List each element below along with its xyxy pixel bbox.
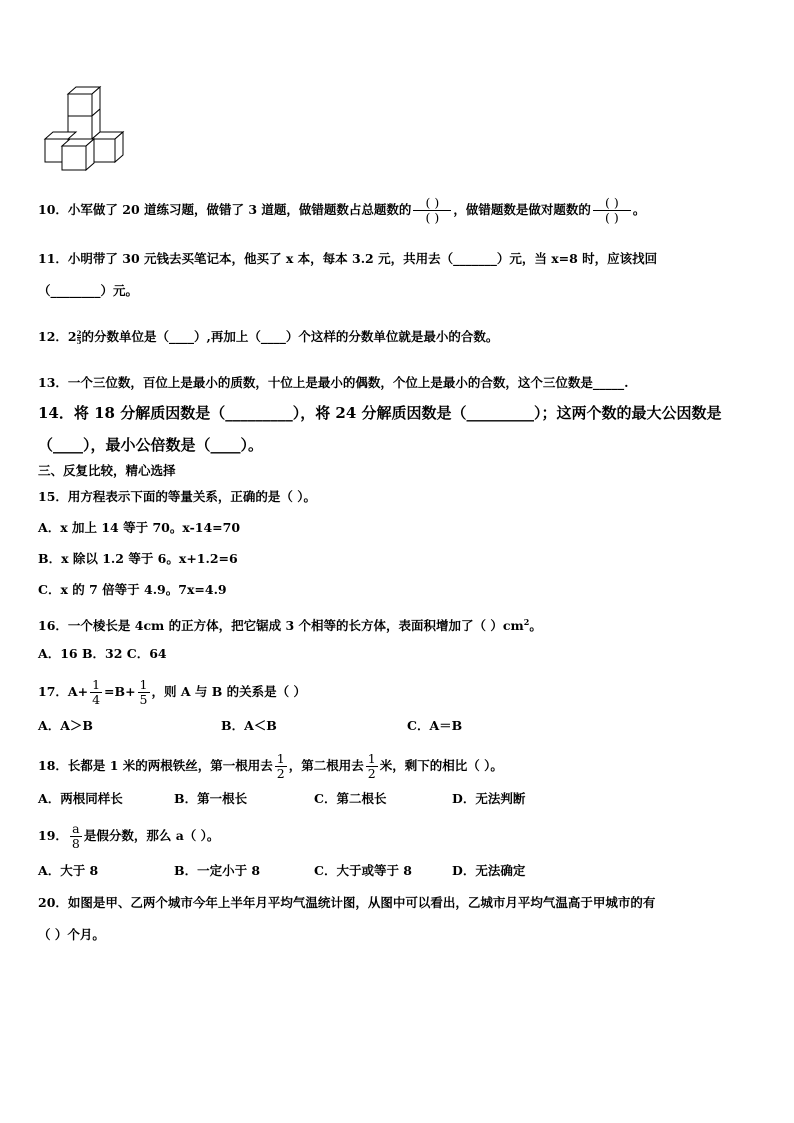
fraction: $\frac{1}{2}$ [276,751,285,781]
option-17-B[interactable]: B．A＜B [221,718,277,733]
option-15-C[interactable]: C．x 的 7 倍等于 4.9。7x=4.9 [38,582,227,597]
question-14-line2: （____），最小公倍数是（____）。 [38,436,264,454]
option-19-D[interactable]: D．无法确定 [452,863,526,878]
option-17-A[interactable]: A．A＞B [38,718,93,733]
question-17: 17．A+ $\frac{1}{4}$ =B+ $\frac{1}{5}$ ，则 A 与 B 的关系是（ ） [38,677,307,707]
cube-top-front [68,94,92,116]
question-20-line2: （ ）个月。 [38,927,105,942]
fraction: $\frac{a}{8}$ [71,821,80,851]
option-17-C[interactable]: C．A＝B [407,718,463,733]
option-18-C[interactable]: C．第二根长 [314,791,387,806]
question-14-line1: 14．将 18 分解质因数是（_________），将 24 分解质因数是（_________）；这两个数的最大公因数是 [38,404,722,422]
section-title: 三、反复比较，精心选择 [38,463,176,478]
mixed-fraction: $\frac{2}{5}$ [76,329,82,346]
fraction: $\frac{1}{4}$ [92,677,101,707]
options-16[interactable]: A．16 B．32 C．64 [38,646,167,661]
fraction: $\frac{1}{2}$ [367,751,376,781]
fraction-blank: $\frac{( )}{( )}$ [413,196,451,225]
option-18-D[interactable]: D．无法判断 [452,791,526,806]
options-17 [38,717,462,735]
fraction: $\frac{1}{5}$ [139,677,148,707]
question-20-line1: 20．如图是甲、乙两个城市今年上半年月平均气温统计图，从图中可以看出，乙城市月平均气温高于甲城市的有 [38,895,656,910]
question-18: 18．长都是 1 米的两根铁丝，第一根用去 $\frac{1}{2}$ ，第二根用去 $\frac{1}{2}$ 米，剩下的相比（ ）。 [38,751,503,781]
option-19-A[interactable]: A．大于 8 [38,863,99,878]
cube-right-front [92,139,115,162]
question-19: 19． $\frac{a}{8}$ 是假分数，那么 a（ ）。 [38,821,220,851]
question-13: 13．一个三位数，百位上是最小的质数，十位上是最小的偶数，个位上是最小的合数，这个三位数是_____. [38,375,629,390]
question-10: 10．小军做了 20 道练习题，做错了 3 道题，做错题数占总题数的 $\frac{( )}{( )}$ ，做错题数是做对题数的 $\frac{( )}{( )}$ 。 [38,195,646,225]
question-15: 15．用方程表示下面的等量关系，正确的是（ ）。 [38,489,316,504]
option-19-C[interactable]: C．大于或等于 8 [314,863,412,878]
option-18-B[interactable]: B．第一根长 [174,791,248,806]
question-16: 16．一个棱长是 4cm 的正方体，把它锯成 3 个相等的长方体，表面积增加了（ ）$cm^2$。 [38,617,542,634]
options-18 [38,790,525,808]
cube-stack-figure [40,84,130,174]
question-11-line1: 11．小明带了 30 元钱去买笔记本，他买了 x 本，每本 3.2 元，共用去（_______）元，当 x=8 时，应该找回 [38,251,658,266]
question-12: 12．2 $\frac{2}{5}$ 的分数单位是（____）,再加上（____）个这样的分数单位就是最小的合数。 [38,329,499,346]
question-11-line2: （________）元。 [38,283,139,298]
options-19 [38,862,525,880]
option-18-A[interactable]: A．两根同样长 [38,791,123,806]
option-19-B[interactable]: B．一定小于 8 [174,863,261,878]
cube-front-front [62,146,86,170]
option-15-A[interactable]: A．x 加上 14 等于 70。x-14=70 [38,520,241,535]
fraction-blank: $\frac{( )}{( )}$ [593,196,631,225]
option-15-B[interactable]: B．x 除以 1.2 等于 6。x+1.2=6 [38,551,238,566]
